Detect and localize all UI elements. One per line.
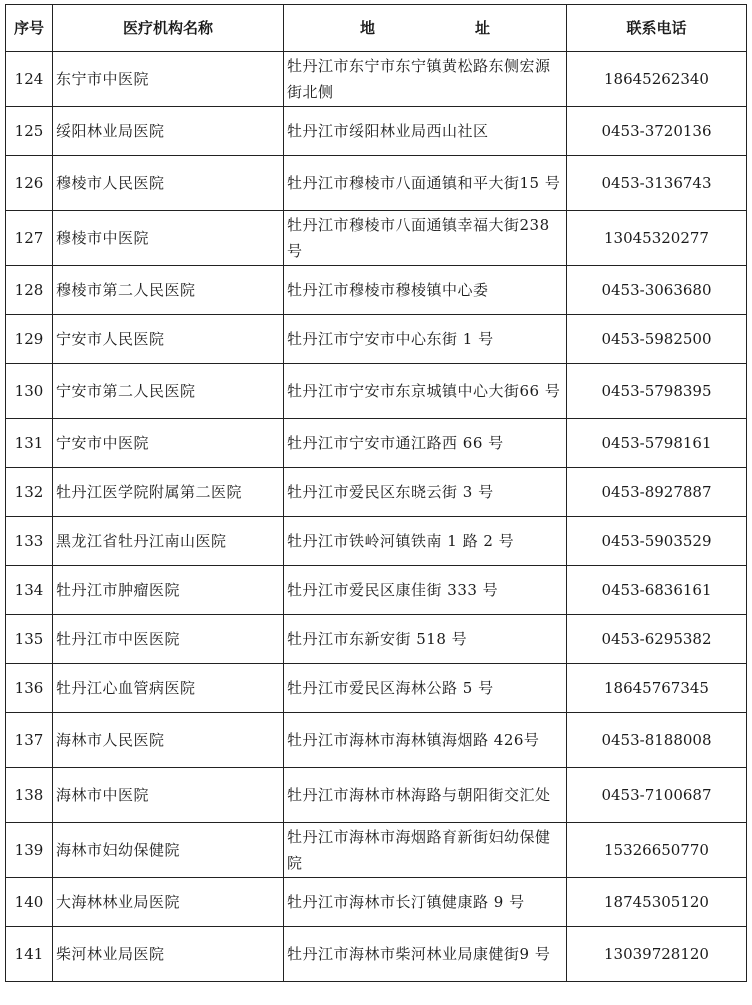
cell-no: 126 (6, 156, 53, 211)
table-row (6, 517, 747, 566)
table-row (6, 927, 747, 982)
cell-name: 海林市中医院 (53, 768, 284, 823)
cell-name: 宁安市第二人民医院 (53, 364, 284, 419)
cell-tel: 13039728120 (567, 927, 747, 982)
cell-address: 牡丹江市穆棱市八面通镇和平大街15 号 (284, 156, 567, 211)
table-row (6, 315, 747, 364)
cell-name: 牡丹江市中医医院 (53, 615, 284, 664)
cell-address: 牡丹江市东宁市东宁镇黄松路东侧宏源街北侧 (284, 52, 567, 107)
header-no: 序号 (6, 5, 53, 52)
cell-address: 牡丹江市绥阳林业局西山社区 (284, 107, 567, 156)
cell-no: 134 (6, 566, 53, 615)
cell-no: 133 (6, 517, 53, 566)
cell-name: 海林市人民医院 (53, 713, 284, 768)
cell-address: 牡丹江市铁岭河镇铁南 1 路 2 号 (284, 517, 567, 566)
cell-tel: 0453-3136743 (567, 156, 747, 211)
cell-name: 牡丹江心血管病医院 (53, 664, 284, 713)
cell-address: 牡丹江市海林市林海路与朝阳街交汇处 (284, 768, 567, 823)
header-address-right: 址 (475, 19, 491, 37)
table-row (6, 713, 747, 768)
cell-name: 穆棱市人民医院 (53, 156, 284, 211)
cell-address: 牡丹江市东新安街 518 号 (284, 615, 567, 664)
cell-address: 牡丹江市海林市海烟路育新街妇幼保健院 (284, 823, 567, 878)
cell-name: 黑龙江省牡丹江南山医院 (53, 517, 284, 566)
cell-tel: 0453-5982500 (567, 315, 747, 364)
cell-name: 穆棱市第二人民医院 (53, 266, 284, 315)
cell-no: 141 (6, 927, 53, 982)
cell-tel: 18645262340 (567, 52, 747, 107)
cell-no: 127 (6, 211, 53, 266)
cell-address: 牡丹江市穆棱市穆棱镇中心委 (284, 266, 567, 315)
table-row (6, 664, 747, 713)
cell-address: 牡丹江市海林市长汀镇健康路 9 号 (284, 878, 567, 927)
cell-name: 宁安市中医院 (53, 419, 284, 468)
cell-no: 135 (6, 615, 53, 664)
cell-tel: 18745305120 (567, 878, 747, 927)
cell-tel: 0453-7100687 (567, 768, 747, 823)
cell-name: 牡丹江市肿瘤医院 (53, 566, 284, 615)
document-page (5, 4, 747, 982)
cell-tel: 13045320277 (567, 211, 747, 266)
table-row (6, 52, 747, 107)
cell-name: 东宁市中医院 (53, 52, 284, 107)
cell-tel: 0453-6836161 (567, 566, 747, 615)
table-row (6, 566, 747, 615)
cell-name: 大海林林业局医院 (53, 878, 284, 927)
header-name: 医疗机构名称 (53, 5, 284, 52)
cell-address: 牡丹江市爱民区康佳街 333 号 (284, 566, 567, 615)
cell-no: 136 (6, 664, 53, 713)
cell-address: 牡丹江市宁安市通江路西 66 号 (284, 419, 567, 468)
cell-address: 牡丹江市海林市柴河林业局康健街9 号 (284, 927, 567, 982)
cell-name: 柴河林业局医院 (53, 927, 284, 982)
table-row (6, 211, 747, 266)
cell-address: 牡丹江市爱民区海林公路 5 号 (284, 664, 567, 713)
cell-no: 131 (6, 419, 53, 468)
table-row (6, 823, 747, 878)
cell-address: 牡丹江市宁安市中心东街 1 号 (284, 315, 567, 364)
table-header-row (6, 5, 747, 52)
cell-name: 宁安市人民医院 (53, 315, 284, 364)
cell-no: 124 (6, 52, 53, 107)
table-row (6, 878, 747, 927)
cell-tel: 0453-5798395 (567, 364, 747, 419)
table-row (6, 468, 747, 517)
cell-name: 海林市妇幼保健院 (53, 823, 284, 878)
cell-no: 138 (6, 768, 53, 823)
table-row (6, 768, 747, 823)
header-address-left: 地 (359, 19, 375, 37)
cell-address: 牡丹江市宁安市东京城镇中心大街66 号 (284, 364, 567, 419)
cell-address: 牡丹江市穆棱市八面通镇幸福大街238 号 (284, 211, 567, 266)
cell-no: 132 (6, 468, 53, 517)
cell-tel: 0453-3063680 (567, 266, 747, 315)
table-row (6, 364, 747, 419)
cell-address: 牡丹江市爱民区东晓云街 3 号 (284, 468, 567, 517)
table-row (6, 419, 747, 468)
header-tel: 联系电话 (567, 5, 747, 52)
cell-no: 125 (6, 107, 53, 156)
header-address (284, 5, 567, 52)
cell-no: 130 (6, 364, 53, 419)
cell-name: 牡丹江医学院附属第二医院 (53, 468, 284, 517)
cell-tel: 0453-8188008 (567, 713, 747, 768)
cell-tel: 18645767345 (567, 664, 747, 713)
cell-tel: 0453-6295382 (567, 615, 747, 664)
cell-tel: 0453-3720136 (567, 107, 747, 156)
cell-no: 129 (6, 315, 53, 364)
cell-name: 穆棱市中医院 (53, 211, 284, 266)
cell-address: 牡丹江市海林市海林镇海烟路 426号 (284, 713, 567, 768)
cell-tel: 0453-8927887 (567, 468, 747, 517)
cell-name: 绥阳林业局医院 (53, 107, 284, 156)
table-row (6, 615, 747, 664)
cell-tel: 0453-5798161 (567, 419, 747, 468)
cell-no: 128 (6, 266, 53, 315)
cell-no: 139 (6, 823, 53, 878)
table-row (6, 156, 747, 211)
cell-no: 137 (6, 713, 53, 768)
cell-no: 140 (6, 878, 53, 927)
hospital-table (5, 4, 747, 982)
cell-tel: 0453-5903529 (567, 517, 747, 566)
cell-tel: 15326650770 (567, 823, 747, 878)
table-row (6, 107, 747, 156)
table-row (6, 266, 747, 315)
